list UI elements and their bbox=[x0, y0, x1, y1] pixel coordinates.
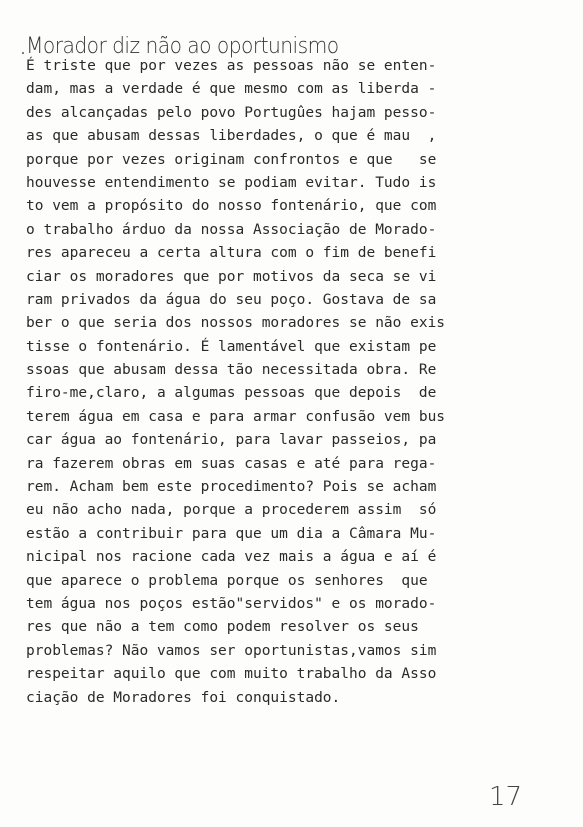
body-line: que aparece o problema porque os senhores que bbox=[26, 572, 428, 589]
body-line: res que não a tem como podem resolver os seus bbox=[26, 619, 419, 636]
body-line: car água ao fontenário, para lavar passeios, pa bbox=[26, 432, 437, 449]
body-line: eu não acho nada, porque a procederem assim só bbox=[26, 502, 437, 519]
article-body bbox=[26, 55, 526, 710]
article-headline: Morador diz não ao oportunismo bbox=[26, 34, 339, 59]
body-line: É triste que por vezes as pessoas não se enten- bbox=[26, 58, 437, 74]
body-line: ciação de Moradores foi conquistado. bbox=[26, 689, 341, 706]
body-line: o trabalho árduo da nossa Associação de Morado- bbox=[26, 221, 437, 238]
margin-mark bbox=[22, 52, 24, 54]
body-line: as que abusam dessas liberdades, o que é mau , bbox=[26, 128, 437, 145]
page-number: 17 bbox=[489, 782, 523, 812]
body-line: ra fazerem obras em suas casas e até para rega- bbox=[26, 455, 437, 472]
body-line: ber o que seria dos nossos moradores se não exis bbox=[26, 315, 446, 332]
body-line: respeitar aquilo que com muito trabalho da Asso bbox=[26, 666, 437, 683]
body-line: terem água em casa e para armar confusão vem bus bbox=[26, 408, 446, 425]
body-line: res apareceu a certa altura com o fim de benefi bbox=[26, 245, 437, 262]
body-line: rem. Acham bem este procedimento? Pois se acham bbox=[26, 479, 437, 496]
body-line: firo-me,claro, a algumas pessoas que depois de bbox=[26, 385, 437, 402]
body-line: to vem a propósito do nosso fontenário, que com bbox=[26, 198, 437, 215]
body-line: tem água nos poços estão"servidos" e os morado- bbox=[26, 595, 437, 612]
body-line: nicipal nos racione cada vez mais a água e aí é bbox=[26, 549, 437, 566]
body-line: estão a contribuir para que um dia a Câmara Mu- bbox=[26, 525, 437, 542]
body-line: porque por vezes originam confrontos e que se bbox=[26, 151, 437, 168]
body-line: des alcançadas pelo povo Portugûes hajam pesso- bbox=[26, 104, 437, 121]
body-line: problemas? Não vamos ser oportunistas,vamos sim bbox=[26, 642, 437, 659]
body-line: dam, mas a verdade é que mesmo com as liberda - bbox=[26, 81, 437, 98]
body-line: ciar os moradores que por motivos da seca se vi bbox=[26, 268, 437, 285]
body-line: ram privados da água do seu poço. Gostava de sa bbox=[26, 291, 437, 308]
body-line: ssoas que abusam dessa tão necessitada obra. Re bbox=[26, 362, 437, 379]
body-line: tisse o fontenário. É lamentável que existam pe bbox=[26, 338, 437, 355]
body-line: houvesse entendimento se podiam evitar. Tudo is bbox=[26, 174, 437, 191]
